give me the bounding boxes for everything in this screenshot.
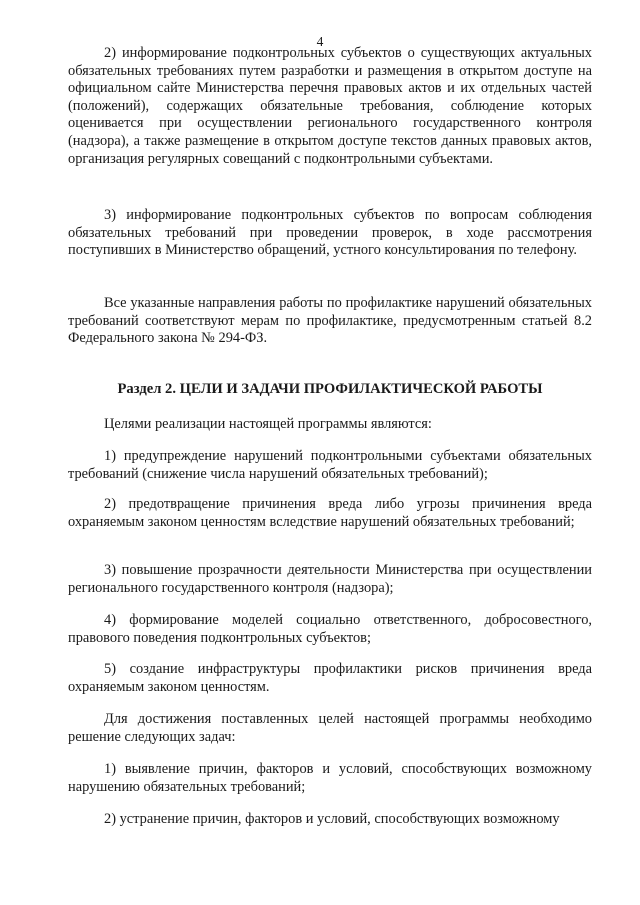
paragraph-goal-4: 4) формирование моделей социально ответственного, добросовестного, правового поведения подконтрольных субъектов; — [68, 612, 592, 646]
page-number: 4 — [316, 34, 324, 49]
paragraph-item-3: 3) информирование подконтрольных субъектов по вопросам соблюдения обязательных требований при проведении проверок, в ходе рассмотрения поступивших в Министерство обращений, устного консультирования по телефону. — [68, 207, 592, 259]
paragraph-goal-3: 3) повышение прозрачности деятельности Министерства при осуществлении регионального государственного контроля (надзора); — [68, 562, 592, 596]
paragraph-goal-1: 1) предупреждение нарушений подконтрольными субъектами обязательных требований (снижение числа нарушений обязательных требований); — [68, 448, 592, 482]
paragraph-goals-intro: Целями реализации настоящей программы являются: — [104, 416, 432, 432]
paragraph-goal-5: 5) создание инфраструктуры профилактики рисков причинения вреда охраняемым законом ценностям. — [68, 661, 592, 695]
section-heading: Раздел 2. ЦЕЛИ И ЗАДАЧИ ПРОФИЛАКТИЧЕСКОЙ РАБОТЫ — [117, 381, 543, 397]
paragraph-item-2: 2) информирование подконтрольных субъектов о существующих актуальных обязательных требованиях путем разработки и размещения в открытом доступе на официальном сайте Министерства перечня правовых актов и их отдельных частей (положений), содержащих обязательные требования, соблюдение которых оценивается при осуществлении регионального государственного контроля (надзора), а также размещение в открытом доступе текстов данных правовых актов, организация регулярных совещаний с подконтрольными субъектами. — [68, 45, 592, 167]
paragraph-goal-2: 2) предотвращение причинения вреда либо угрозы причинения вреда охраняемым законом ценностям вследствие нарушений обязательных требований; — [68, 496, 592, 530]
paragraph-task-1: 1) выявление причин, факторов и условий, способствующих возможному нарушению обязательных требований; — [68, 761, 592, 795]
paragraph-measures-note: Все указанные направления работы по профилактике нарушений обязательных требований соответствуют мерам по профилактике, предусмотренным статьей 8.2 Федерального закона № 294-ФЗ. — [68, 295, 592, 347]
paragraph-tasks-intro: Для достижения поставленных целей настоящей программы необходимо решение следующих задач: — [68, 711, 592, 745]
paragraph-task-2: 2) устранение причин, факторов и условий, способствующих возможному — [104, 811, 560, 827]
